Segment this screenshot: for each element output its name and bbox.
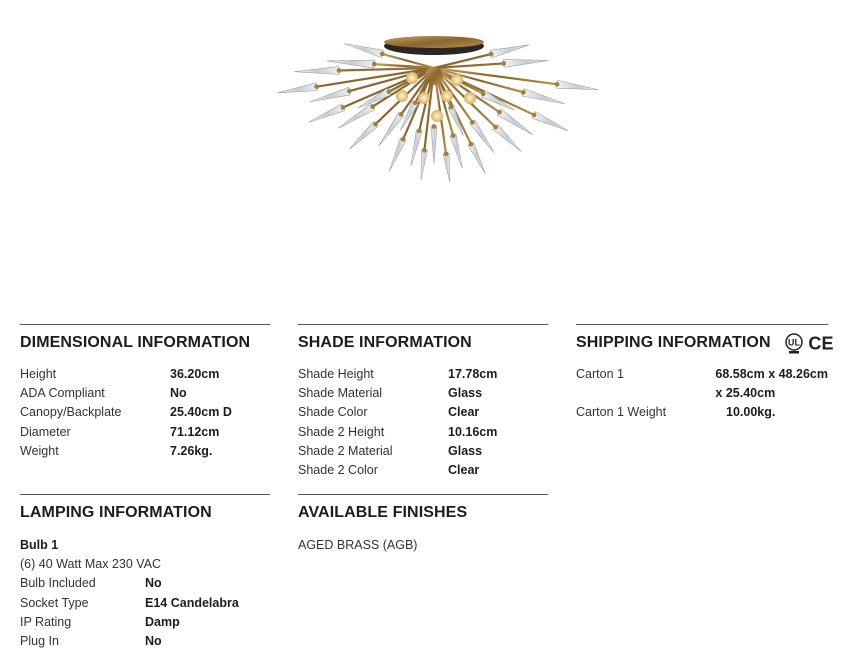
arm-socket	[481, 91, 486, 96]
arm-socket	[314, 84, 319, 89]
section-divider	[20, 494, 270, 495]
spec-row	[298, 365, 548, 384]
spec-label: Shade 2 Material	[298, 443, 393, 458]
arm-socket	[432, 124, 437, 129]
glass-spike	[345, 44, 384, 58]
ce-mark-text: CE	[808, 333, 834, 353]
glass-spike	[294, 66, 339, 74]
shade-rows	[298, 365, 548, 480]
spec-value-continued: x 25.40cm	[715, 386, 776, 401]
spec-row	[576, 403, 828, 422]
arm-socket	[532, 112, 537, 117]
section-divider	[20, 324, 270, 325]
canopy-rim	[384, 36, 484, 48]
glass-spike	[450, 135, 462, 169]
glass-spike	[557, 80, 599, 89]
arm-socket	[469, 142, 474, 147]
spec-row	[20, 574, 270, 593]
spec-label: Height	[20, 367, 57, 381]
spec-row	[20, 613, 270, 632]
arm-socket	[373, 122, 378, 127]
finish-item: AGED BRASS (AGB)	[298, 538, 418, 552]
spec-label: Shade Material	[298, 386, 383, 401]
arm-socket	[337, 68, 342, 73]
lamping-section	[20, 494, 270, 651]
spec-row	[20, 632, 270, 651]
spec-value: 10.00kg.	[726, 405, 776, 420]
spec-label: Shade 2 Color	[298, 463, 378, 478]
arm-socket	[370, 104, 375, 109]
spec-row	[20, 365, 270, 384]
shipping-heading: SHIPPING INFORMATION	[576, 334, 771, 352]
arm-socket	[417, 128, 422, 133]
spec-row	[576, 365, 828, 403]
bulb	[451, 74, 463, 86]
spec-row	[20, 423, 270, 442]
ul-listed-icon	[783, 332, 805, 354]
dimensional-rows	[20, 365, 270, 461]
spec-label: Socket Type	[20, 595, 89, 610]
spec-value: No	[170, 386, 187, 401]
dimensional-heading: DIMENSIONAL INFORMATION	[20, 334, 251, 351]
arm-socket	[372, 62, 377, 67]
spec-label: Shade Color	[298, 405, 368, 420]
spec-value: Clear	[448, 463, 480, 478]
dimensional-section	[20, 324, 270, 461]
bulb-title: Bulb 1	[20, 538, 59, 552]
glass-spike	[443, 153, 450, 182]
spec-value: Damp	[145, 614, 180, 629]
spec-label: Weight	[20, 443, 59, 458]
glass-spike	[308, 104, 344, 122]
arm-socket	[341, 105, 346, 110]
lamping-rows	[20, 536, 270, 651]
spec-label: Carton 1 Weight	[576, 405, 667, 420]
fixture-illustration	[262, 28, 612, 233]
center-hub	[425, 67, 443, 85]
glass-spike	[493, 125, 521, 152]
spec-value: 71.12cm	[170, 424, 220, 439]
glass-spike	[490, 45, 529, 58]
spec-row	[20, 403, 270, 422]
spec-value: Glass	[448, 443, 483, 458]
spec-value: 17.78cm	[448, 367, 498, 381]
glass-spike	[411, 130, 422, 166]
arm-socket	[497, 110, 502, 115]
spec-value: Glass	[448, 386, 483, 401]
spec-label: ADA Compliant	[20, 386, 105, 401]
spec-label: IP Rating	[20, 614, 72, 629]
spec-label: Carton 1	[576, 367, 624, 381]
glass-spike	[522, 89, 564, 104]
product-image	[262, 28, 612, 233]
bulb	[418, 92, 430, 104]
bulb	[464, 92, 476, 104]
glass-spike	[503, 59, 548, 67]
ul-mark-text: UL	[788, 337, 801, 348]
glass-spike	[431, 127, 437, 165]
arm-socket	[470, 120, 475, 125]
shipping-heading-row	[576, 332, 834, 354]
certifications	[783, 332, 834, 354]
spec-label: Shade Height	[298, 367, 374, 381]
arm-socket	[555, 82, 560, 87]
section-divider	[298, 494, 548, 495]
spec-label: Plug In	[20, 634, 59, 649]
arm-socket	[501, 61, 506, 66]
spec-row	[20, 594, 270, 613]
section-divider	[298, 324, 548, 325]
arm-socket	[449, 105, 454, 110]
spec-label: Canopy/Backplate	[20, 405, 122, 420]
arm-socket	[422, 148, 427, 153]
spec-value: Clear	[448, 405, 480, 420]
spec-value: No	[145, 576, 162, 591]
glass-spike	[277, 83, 317, 93]
glass-spike	[468, 143, 485, 174]
glass-spike	[532, 112, 568, 131]
arm-socket	[493, 125, 498, 130]
finishes-heading: AVAILABLE FINISHES	[298, 504, 468, 521]
bulb-description: (6) 40 Watt Max 230 VAC	[20, 557, 162, 572]
lamping-heading: LAMPING INFORMATION	[20, 504, 212, 521]
arm-socket	[347, 89, 352, 94]
spec-value-group	[715, 365, 828, 403]
bulb	[396, 90, 408, 102]
spec-row	[298, 461, 548, 480]
spec-row	[298, 384, 548, 403]
spec-label: Bulb Included	[20, 576, 96, 591]
arm-socket	[380, 51, 385, 56]
spec-value: No	[145, 634, 162, 649]
spec-row	[298, 403, 548, 422]
spec-value: 36.20cm	[170, 367, 220, 381]
glass-spike	[421, 150, 427, 180]
arm-socket	[401, 137, 406, 142]
arm-socket	[399, 112, 404, 117]
shipping-rows	[576, 365, 828, 423]
glass-spike	[350, 122, 378, 149]
bulb	[441, 90, 453, 102]
shade-heading: SHADE INFORMATION	[298, 334, 472, 351]
spec-label: Diameter	[20, 424, 71, 439]
arm-socket	[489, 52, 494, 57]
section-divider	[576, 324, 828, 325]
finishes-section	[298, 494, 548, 555]
arm-socket	[451, 133, 456, 138]
arm-socket	[387, 89, 392, 94]
glass-spike	[389, 138, 406, 171]
spec-row	[298, 423, 548, 442]
shade-section	[298, 324, 548, 480]
spec-value: 10.16cm	[448, 424, 498, 439]
bulb	[406, 72, 418, 84]
spec-value: 25.40cm D	[170, 405, 232, 420]
spec-label: Shade 2 Height	[298, 424, 385, 439]
spec-row	[20, 442, 270, 461]
glass-spike	[481, 91, 514, 111]
spec-value: 7.26kg.	[170, 443, 213, 458]
ce-mark-icon	[808, 333, 834, 353]
arm-socket	[521, 90, 526, 95]
arm-socket	[413, 100, 418, 105]
spec-value: 68.58cm x 48.26cm	[715, 367, 828, 381]
spec-value: E14 Candelabra	[145, 595, 239, 610]
finishes-list	[298, 536, 548, 555]
bulb	[431, 110, 443, 122]
spec-row	[20, 384, 270, 403]
spec-row	[298, 442, 548, 461]
arm-socket	[444, 151, 449, 156]
shipping-section	[576, 324, 834, 423]
